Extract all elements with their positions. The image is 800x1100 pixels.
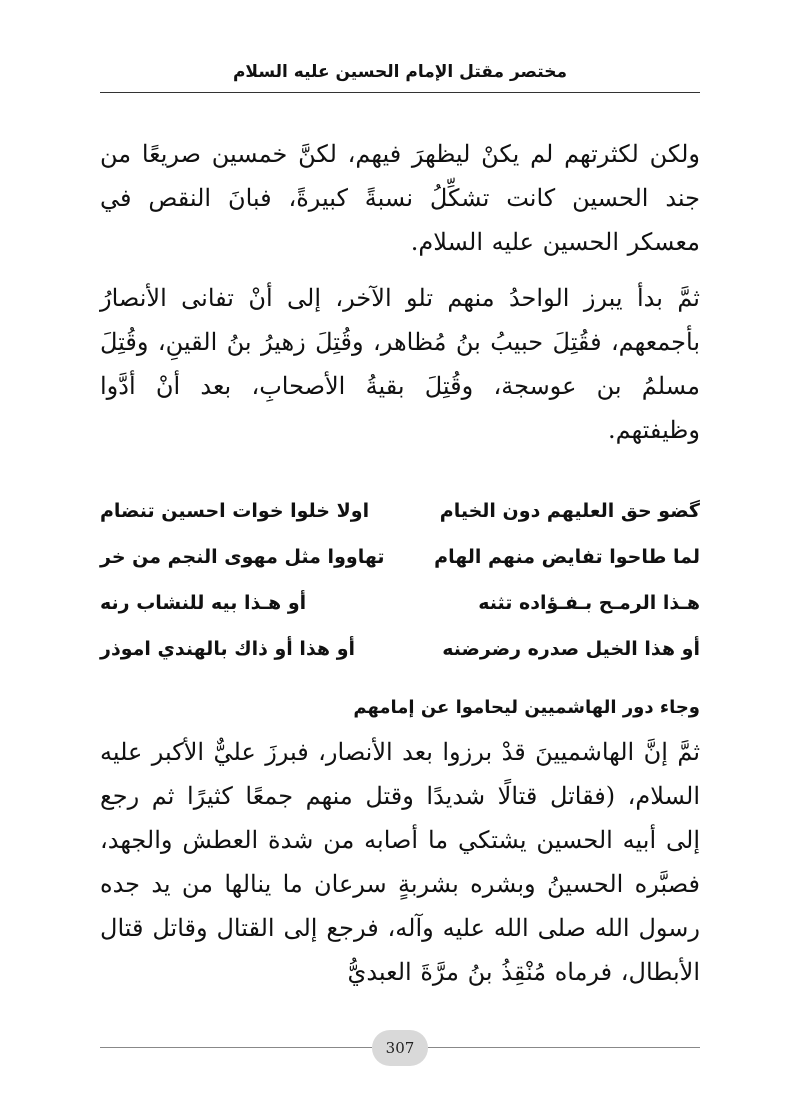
poem-verse xyxy=(100,488,700,534)
poem-hemistich-left: أو هـذا بيه للنشاب رنه xyxy=(100,592,307,614)
poem-hemistich-right: أو هذا الخيل صدره رضرضنه xyxy=(442,638,700,660)
poem-hemistich-left: اولا خلوا خوات احسين تنضام xyxy=(100,500,370,522)
poem-hemistich-right: هـذا الرمـح بـفـؤاده تثنه xyxy=(478,592,700,614)
body-paragraph-1: ولكن لكثرتهم لم يكنْ ليظهرَ فيهم، لكنَّ خمسين صريعًا من جند الحسين كانت تشكِّلُ نسبةً كبيرةً، فبانَ النقص في معسكر الحسين عليه السلام. xyxy=(100,140,700,256)
running-header-title: مختصر مقتل الإمام الحسين عليه السلام xyxy=(232,62,568,82)
poem-block xyxy=(100,488,700,672)
footer-divider-right xyxy=(428,1047,700,1048)
section-heading: وجاء دور الهاشميين ليحاموا عن إمامهم xyxy=(353,697,700,718)
page-number: 307 xyxy=(372,1030,428,1066)
body-paragraph-2: ثمَّ بدأ يبرز الواحدُ منهم تلو الآخر، إلى أنْ تفانى الأنصارُ بأجمعهم، فقُتِلَ حبيبُ بنُ مُظاهر، وقُتِلَ زهيرُ بنُ القينِ، وقُتِلَ مسلمُ بن عوسجة، وقُتِلَ بقيةُ الأصحابِ، بعد أنْ أدَّوا وظيفتهم. xyxy=(100,284,700,444)
header-divider xyxy=(100,92,700,93)
body-paragraph-3: ثمَّ إنَّ الهاشميينَ قدْ برزوا بعد الأنصار، فبرزَ عليٌّ الأكبر عليه السلام، (فقاتل قتالًا شديدًا وقتل منهم جمعًا كثيرًا ثم رجع إلى أبيه الحسين يشتكي ما أصابه من شدة العطش والجهد، فصبَّره الحسينُ وبشره بشربةٍ سرعان ما ينالها من يد جده رسول الله صلى الله عليه وآله، فرجع إلى القتال وقاتل قتال الأبطال، فرماه مُنْقِذُ بنُ مرَّةَ العبديُّ xyxy=(100,738,700,986)
poem-verse xyxy=(100,580,700,626)
poem-verse xyxy=(100,626,700,672)
poem-hemistich-left: أو هذا أو ذاك بالهندي اموذر xyxy=(100,638,356,660)
poem-hemistich-left: تهاووا مثل مهوى النجم من خر xyxy=(100,546,385,568)
poem-hemistich-right: لما طاحوا تفايض منهم الهام xyxy=(434,546,700,568)
poem-hemistich-right: گضو حق العليهم دون الخيام xyxy=(439,500,700,522)
poem-verse xyxy=(100,534,700,580)
footer-divider-left xyxy=(100,1047,372,1048)
